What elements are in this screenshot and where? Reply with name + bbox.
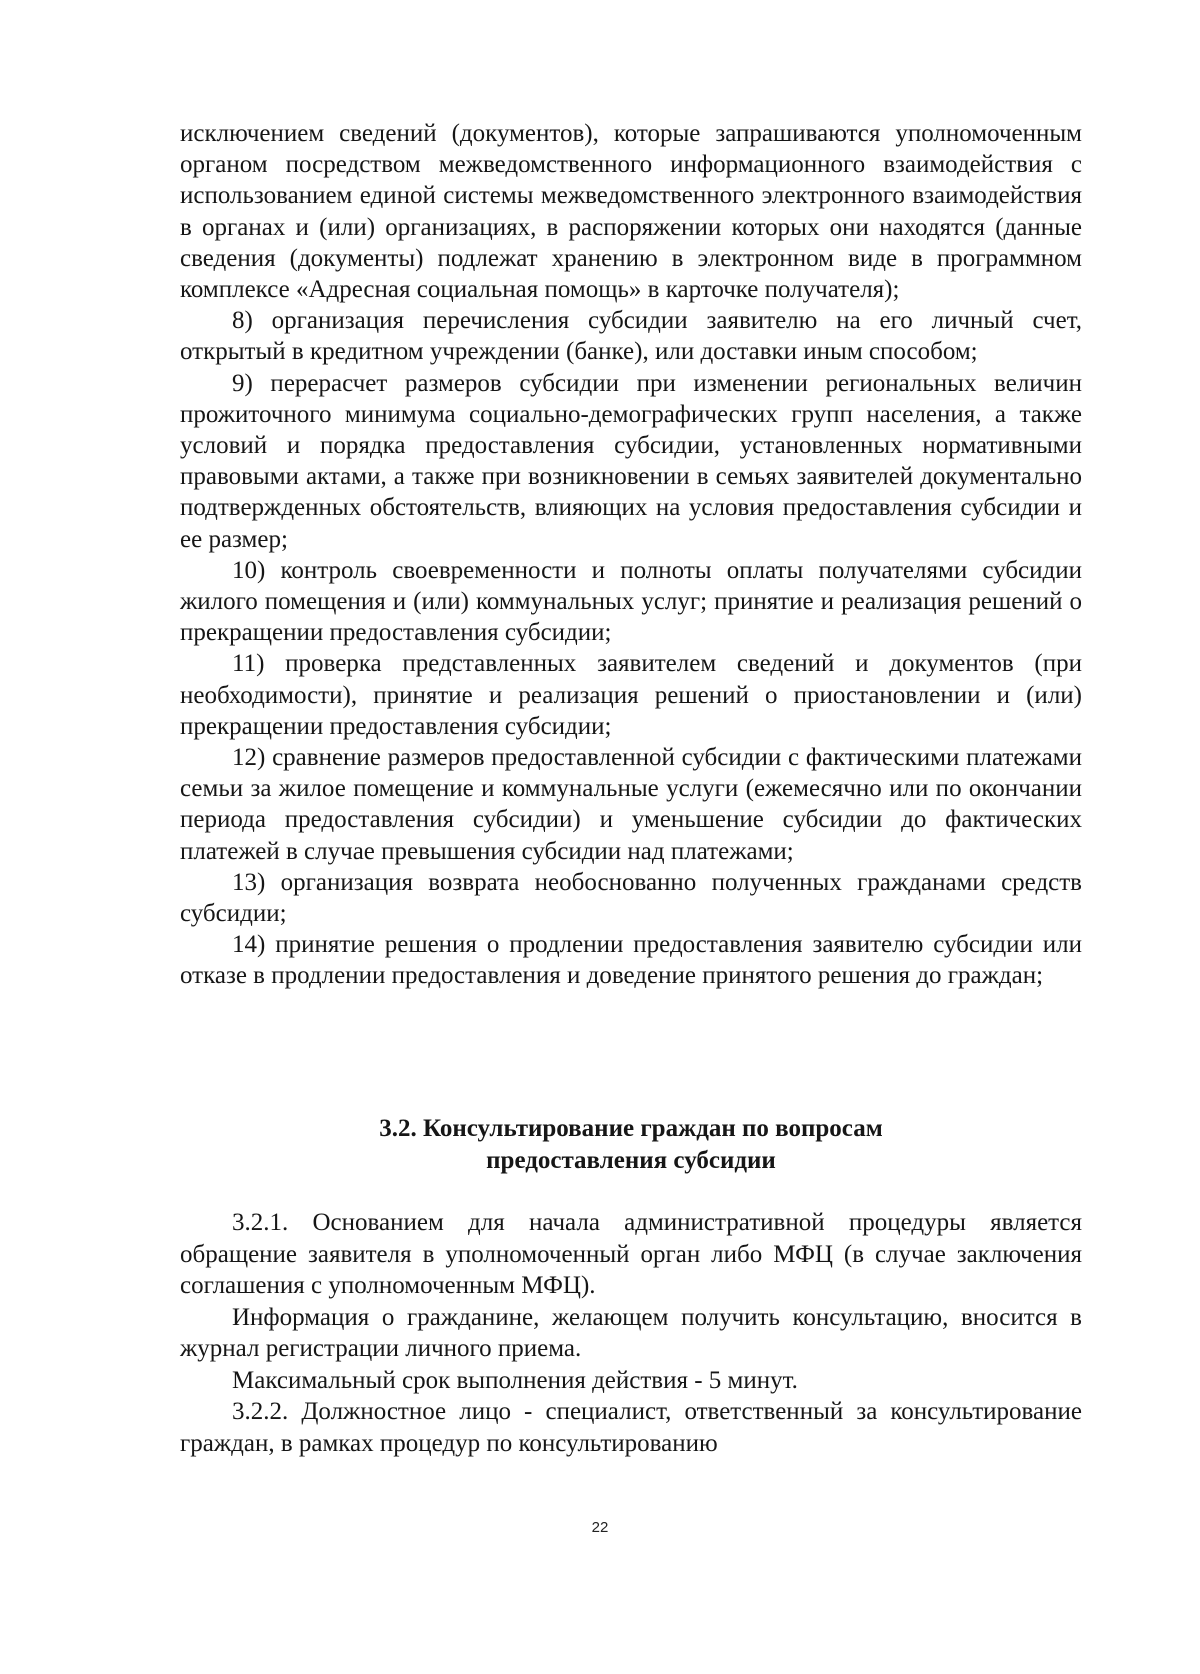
paragraph-3-2-1: 3.2.1. Основанием для начала административной процедуры является обращение заявителя в уполномоченный орган либо МФЦ (в случае заключения соглашения с уполномоченным МФЦ). [180, 1209, 1082, 1299]
page-number: 22 [591, 1519, 609, 1536]
paragraph-item-9: 9) перерасчет размеров субсидии при изменении региональных величин прожиточного минимума социально-демографических групп населения, а также условий и порядка предоставления субсидии, установленных нормативными правовыми актами, а также при возникновении в семьях заявителей документально подтвержденных обстоятельств, влияющих на условия предоставления субсидии и ее размер; [180, 369, 1082, 553]
paragraph-item-8: 8) организация перечисления субсидии заявителю на его личный счет, открытый в кредитном учреждении (банке), или доставки иным способом; [180, 307, 1082, 366]
section-heading [180, 1113, 1082, 1177]
body-text-bottom [180, 1207, 1082, 1459]
paragraph-item-10: 10) контроль своевременности и полноты оплаты получателями субсидии жилого помещения и (или) коммунальных услуг; принятие и реализация решений о прекращении предоставления субсидии; [180, 556, 1082, 647]
paragraph-3-2-2: 3.2.2. Должностное лицо - специалист, ответственный за консультирование граждан, в рамках процедур по консультированию [180, 1398, 1082, 1457]
paragraph-item-14: 14) принятие решения о продлении предоставления заявителю субсидии или отказе в продлении предоставления и доведение принятого решения до граждан; [180, 931, 1082, 990]
paragraph-item-11: 11) проверка представленных заявителем сведений и документов (при необходимости), принятие и реализация решений о приостановлении и (или) прекращении предоставления субсидии; [180, 650, 1082, 740]
section-heading-line-1: 3.2. Консультирование граждан по вопросам [379, 1115, 883, 1142]
body-text-top [180, 118, 1082, 992]
paragraph-continuation: исключением сведений (документов), которые запрашиваются уполномоченным органом посредством межведомственного информационного взаимодействия с использованием единой системы межведомственного электронного взаимодействия в органах и (или) организациях, в распоряжении которых они находятся (данные сведения (документы) подлежат хранению в электронном виде в программном комплексе «Адресная социальная помощь» в карточке получателя); [180, 120, 1082, 304]
paragraph-citizen-info: Информация о гражданине, желающем получить консультацию, вносится в журнал регистрации личного приема. [180, 1303, 1082, 1362]
paragraph-item-13: 13) организация возврата необоснованно полученных гражданами средств субсидии; [180, 868, 1082, 928]
section-heading-line-2: предоставления субсидии [486, 1147, 776, 1174]
paragraph-item-12: 12) сравнение размеров предоставленной субсидии с фактическими платежами семьи за жилое помещение и коммунальные услуги (ежемесячно или по окончании периода предоставления субсидии) и уменьшение субсидии до фактических платежей в случае превышения субсидии над платежами; [180, 744, 1082, 865]
paragraph-max-duration: Максимальный срок выполнения действия - 5 минут. [232, 1366, 798, 1394]
